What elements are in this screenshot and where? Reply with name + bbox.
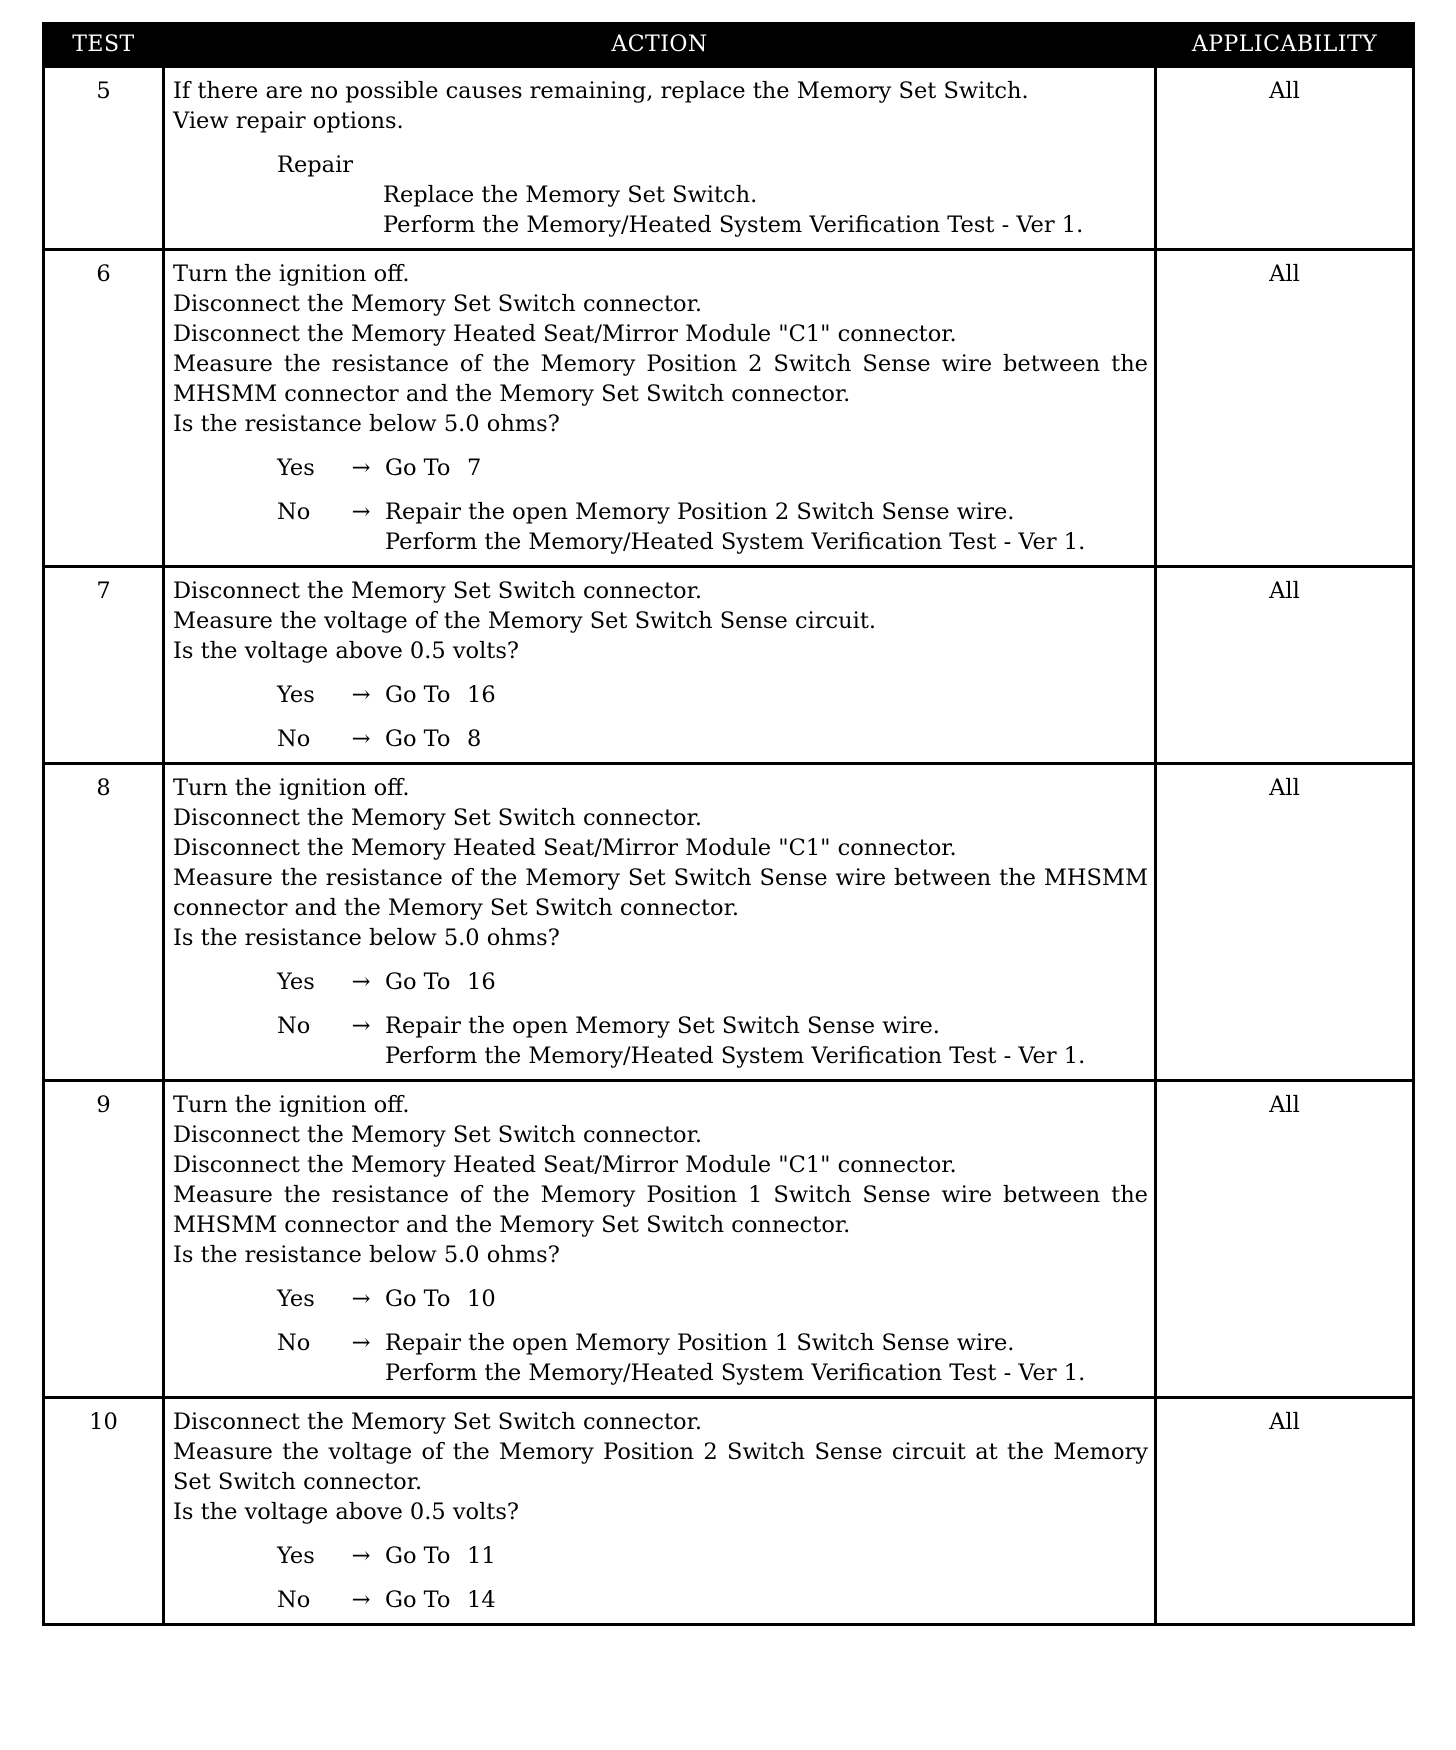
goto-test-number: 16 (467, 969, 496, 995)
repair-step: Perform the Memory/Heated System Verification Test - Ver 1. (383, 212, 1084, 238)
yes-branch (173, 453, 1148, 483)
no-result (385, 724, 1148, 754)
action-cell (164, 1398, 1156, 1625)
goto-text: Go To (385, 455, 451, 481)
yes-branch (173, 967, 1148, 997)
action-line: Is the resistance below 5.0 ohms? (173, 411, 560, 437)
goto-line (385, 1585, 1148, 1615)
test-number: 8 (44, 764, 164, 1081)
goto-text: Go To (385, 969, 451, 995)
test-number: 7 (44, 567, 164, 764)
yes-result (385, 680, 1148, 710)
no-label: No (277, 499, 311, 525)
goto-line (385, 967, 1148, 997)
action-line: Measure the voltage of the Memory Set Switch Sense circuit. (173, 608, 877, 634)
goto-line (385, 1541, 1148, 1571)
result-line: Perform the Memory/Heated System Verification Test - Ver 1. (385, 1043, 1086, 1069)
arrow-icon: → (351, 726, 371, 752)
repair-step: Replace the Memory Set Switch. (383, 182, 758, 208)
action-cell (164, 764, 1156, 1081)
action-line: Disconnect the Memory Heated Seat/Mirror Module "C1" connector. (173, 321, 957, 347)
goto-test-number: 16 (467, 682, 496, 708)
arrow-icon: → (351, 499, 371, 525)
header-applicability: APPLICABILITY (1156, 24, 1414, 67)
table-header-row (44, 24, 1414, 67)
repair-block (173, 150, 1148, 240)
test-number: 10 (44, 1398, 164, 1625)
test-number: 9 (44, 1081, 164, 1398)
test-number: 5 (44, 67, 164, 250)
action-line: View repair options. (173, 108, 404, 134)
result-line: Perform the Memory/Heated System Verification Test - Ver 1. (385, 529, 1086, 555)
goto-test-number: 10 (467, 1286, 496, 1312)
table-row (44, 1081, 1414, 1398)
action-cell (164, 67, 1156, 250)
yes-branch (173, 680, 1148, 710)
goto-text: Go To (385, 1587, 451, 1613)
repair-label: Repair (277, 152, 354, 178)
yes-result (385, 453, 1148, 483)
table-row (44, 67, 1414, 250)
goto-text: Go To (385, 726, 451, 752)
no-label: No (277, 726, 311, 752)
goto-text: Go To (385, 1286, 451, 1312)
action-line: Disconnect the Memory Set Switch connector. (173, 805, 703, 831)
no-branch (173, 1011, 1148, 1071)
result-line: Perform the Memory/Heated System Verification Test - Ver 1. (385, 1360, 1086, 1386)
arrow-icon: → (351, 969, 371, 995)
table-row (44, 1398, 1414, 1625)
header-action: ACTION (164, 24, 1156, 67)
no-branch (173, 1585, 1148, 1615)
applicability: All (1156, 1081, 1414, 1398)
goto-test-number: 7 (467, 455, 482, 481)
test-number: 6 (44, 250, 164, 567)
yes-result (385, 1284, 1148, 1314)
no-result (385, 1011, 1148, 1071)
yes-result (385, 967, 1148, 997)
action-cell (164, 1081, 1156, 1398)
goto-line (385, 680, 1148, 710)
action-line: Turn the ignition off. (173, 261, 410, 287)
no-label: No (277, 1587, 311, 1613)
goto-line (385, 453, 1148, 483)
action-cell (164, 567, 1156, 764)
action-line: Disconnect the Memory Heated Seat/Mirror Module "C1" connector. (173, 835, 957, 861)
action-line: Is the resistance below 5.0 ohms? (173, 925, 560, 951)
no-branch (173, 1328, 1148, 1388)
applicability: All (1156, 567, 1414, 764)
action-line: Is the voltage above 0.5 volts? (173, 1499, 519, 1525)
action-line: Measure the resistance of the Memory Position 2 Switch Sense wire between the MHSMM connector and the Memory Set Switch connector. (173, 351, 1148, 407)
yes-label: Yes (277, 455, 315, 481)
applicability: All (1156, 67, 1414, 250)
action-line: Measure the resistance of the Memory Set Switch Sense wire between the MHSMM connector and the Memory Set Switch connector. (173, 865, 1148, 921)
action-line: Is the voltage above 0.5 volts? (173, 638, 519, 664)
action-line: Disconnect the Memory Set Switch connector. (173, 1409, 703, 1435)
action-line: Measure the resistance of the Memory Position 1 Switch Sense wire between the MHSMM connector and the Memory Set Switch connector. (173, 1182, 1148, 1238)
action-line: Turn the ignition off. (173, 775, 410, 801)
goto-line (385, 724, 1148, 754)
yes-label: Yes (277, 1543, 315, 1569)
no-result (385, 1585, 1148, 1615)
result-line: Repair the open Memory Position 1 Switch Sense wire. (385, 1330, 1015, 1356)
yes-label: Yes (277, 682, 315, 708)
no-label: No (277, 1013, 311, 1039)
yes-branch (173, 1284, 1148, 1314)
goto-test-number: 14 (467, 1587, 496, 1613)
goto-test-number: 11 (467, 1543, 496, 1569)
applicability: All (1156, 764, 1414, 1081)
yes-label: Yes (277, 969, 315, 995)
no-result (385, 497, 1148, 557)
goto-line (385, 1284, 1148, 1314)
result-line: Repair the open Memory Set Switch Sense wire. (385, 1013, 940, 1039)
action-line: Disconnect the Memory Heated Seat/Mirror Module "C1" connector. (173, 1152, 957, 1178)
no-branch (173, 724, 1148, 754)
arrow-icon: → (351, 1330, 371, 1356)
table-row (44, 567, 1414, 764)
action-line: Is the resistance below 5.0 ohms? (173, 1242, 560, 1268)
applicability: All (1156, 250, 1414, 567)
table-body (44, 67, 1414, 1625)
action-cell (164, 250, 1156, 567)
arrow-icon: → (351, 682, 371, 708)
yes-branch (173, 1541, 1148, 1571)
table-row (44, 764, 1414, 1081)
action-line: Disconnect the Memory Set Switch connector. (173, 578, 703, 604)
action-line: Turn the ignition off. (173, 1092, 410, 1118)
no-result (385, 1328, 1148, 1388)
arrow-icon: → (351, 455, 371, 481)
arrow-icon: → (351, 1013, 371, 1039)
no-branch (173, 497, 1148, 557)
table-row (44, 250, 1414, 567)
diagnostic-test-table-page (42, 22, 1412, 1626)
yes-result (385, 1541, 1148, 1571)
goto-test-number: 8 (467, 726, 482, 752)
action-line: Disconnect the Memory Set Switch connector. (173, 1122, 703, 1148)
action-line: Measure the voltage of the Memory Position 2 Switch Sense circuit at the Memory Set Switch connector. (173, 1439, 1148, 1495)
result-line: Repair the open Memory Position 2 Switch Sense wire. (385, 499, 1015, 525)
goto-text: Go To (385, 1543, 451, 1569)
arrow-icon: → (351, 1587, 371, 1613)
header-test: TEST (44, 24, 164, 67)
arrow-icon: → (351, 1286, 371, 1312)
goto-text: Go To (385, 682, 451, 708)
diagnostic-test-table (42, 22, 1415, 1626)
yes-label: Yes (277, 1286, 315, 1312)
action-line: If there are no possible causes remaining, replace the Memory Set Switch. (173, 78, 1029, 104)
action-line: Disconnect the Memory Set Switch connector. (173, 291, 703, 317)
no-label: No (277, 1330, 311, 1356)
applicability: All (1156, 1398, 1414, 1625)
arrow-icon: → (351, 1543, 371, 1569)
